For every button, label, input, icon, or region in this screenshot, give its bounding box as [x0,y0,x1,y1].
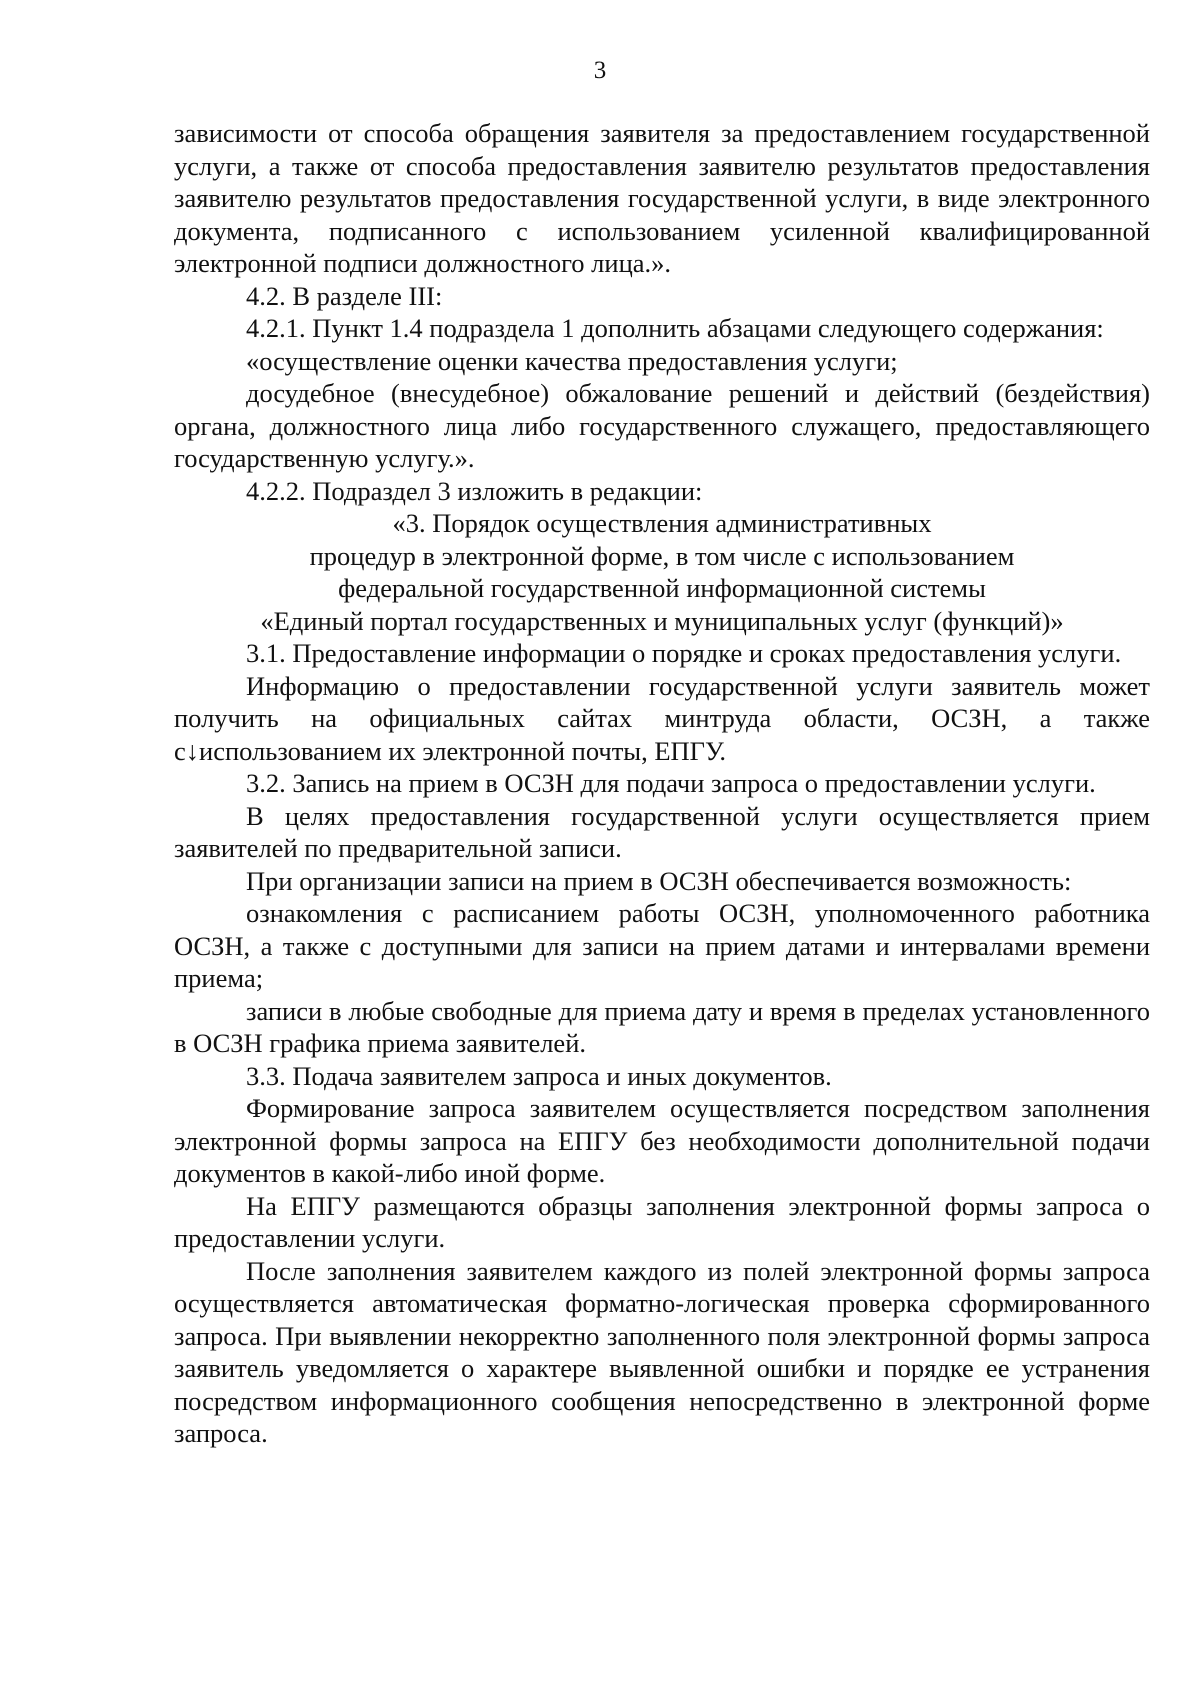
subsection-heading-line-3: федеральной государственной информационной системы [338,573,986,603]
paragraph-form-samples: На ЕПГУ размещаются образцы заполнения электронной формы запроса о предоставлении услуги. [174,1190,1150,1253]
paragraph-request-forming: Формирование запроса заявителем осуществляется посредством заполнения электронной формы запроса на ЕПГУ без необходимости дополнительной подачи документов в какой-либо иной форме. [174,1093,1150,1188]
paragraph-free-slots: записи в любые свободные для приема дату и время в пределах установленного в ОСЗН графика приема заявителей. [174,995,1150,1058]
paragraph-appointment-possibilities: При организации записи на прием в ОСЗН обеспечивается возможность: [246,865,1072,896]
paragraph-format-check: После заполнения заявителем каждого из полей электронной формы запроса осуществляется автоматическая форматно-логическая проверка сформированного запроса. При выявлении некорректно заполненного поля электронной формы запроса заявитель уведомляется о характере выявленной ошибки и порядке ее устранения посредством информационного сообщения непосредственно в электронной форме запроса. [174,1255,1150,1448]
paragraph-schedule-familiarization: ознакомления с расписанием работы ОСЗН, уполномоченного работника ОСЗН, а также с доступными для записи на прием датами и интервалами времени приема; [174,898,1150,993]
paragraph-section-3-3: 3.3. Подача заявителем запроса и иных документов. [246,1060,832,1091]
page-number: 3 [593,57,607,84]
document-body [174,117,1150,1450]
subsection-heading-line-4: «Единый портал государственных и муниципальных услуг (функций)» [260,605,1064,636]
paragraph-appointment-reception: В целях предоставления государственной услуги осуществляется прием заявителей по предварительной записи. [174,800,1150,863]
paragraph-section-3-1: 3.1. Предоставление информации о порядке и сроках предоставления услуги. [246,638,1122,668]
paragraph-quality-assessment: «осуществление оценки качества предоставления услуги; [246,345,898,376]
subsection-heading-line-2: процедур в электронной форме, в том числе с использованием [309,540,1015,571]
paragraph-appeal: досудебное (внесудебное) обжалование решений и действий (бездействия) органа, должностного лица либо государственного служащего, предоставляющего государственную услугу.». [174,378,1150,473]
paragraph-section-4-2-1: 4.2.1. Пункт 1.4 подраздела 1 дополнить абзацами следующего содержания: [246,313,1104,343]
paragraph-section-4-2-2: 4.2.2. Подраздел 3 изложить в редакции: [246,475,703,506]
paragraph-continuation: зависимости от способа обращения заявителя за предоставлением государственной услуги, а также от способа предоставления заявителю результатов предоставления заявителю результатов предоставления государственной услуги, в виде электронного документа, подписанного с использованием усиленной квалифицированной электронной подписи должностного лица.». [174,118,1150,278]
paragraph-info-sources: Информацию о предоставлении государственной услуги заявитель может получить на официальных сайтах минтруда области, ОСЗН, а также с↓использованием их электронной почты, ЕПГУ. [174,670,1150,766]
subsection-heading-line-1: «3. Порядок осуществления административных [392,508,932,538]
paragraph-section-4-2: 4.2. В разделе III: [246,280,443,311]
paragraph-section-3-2: 3.2. Запись на прием в ОСЗН для подачи запроса о предоставлении услуги. [246,768,1096,798]
